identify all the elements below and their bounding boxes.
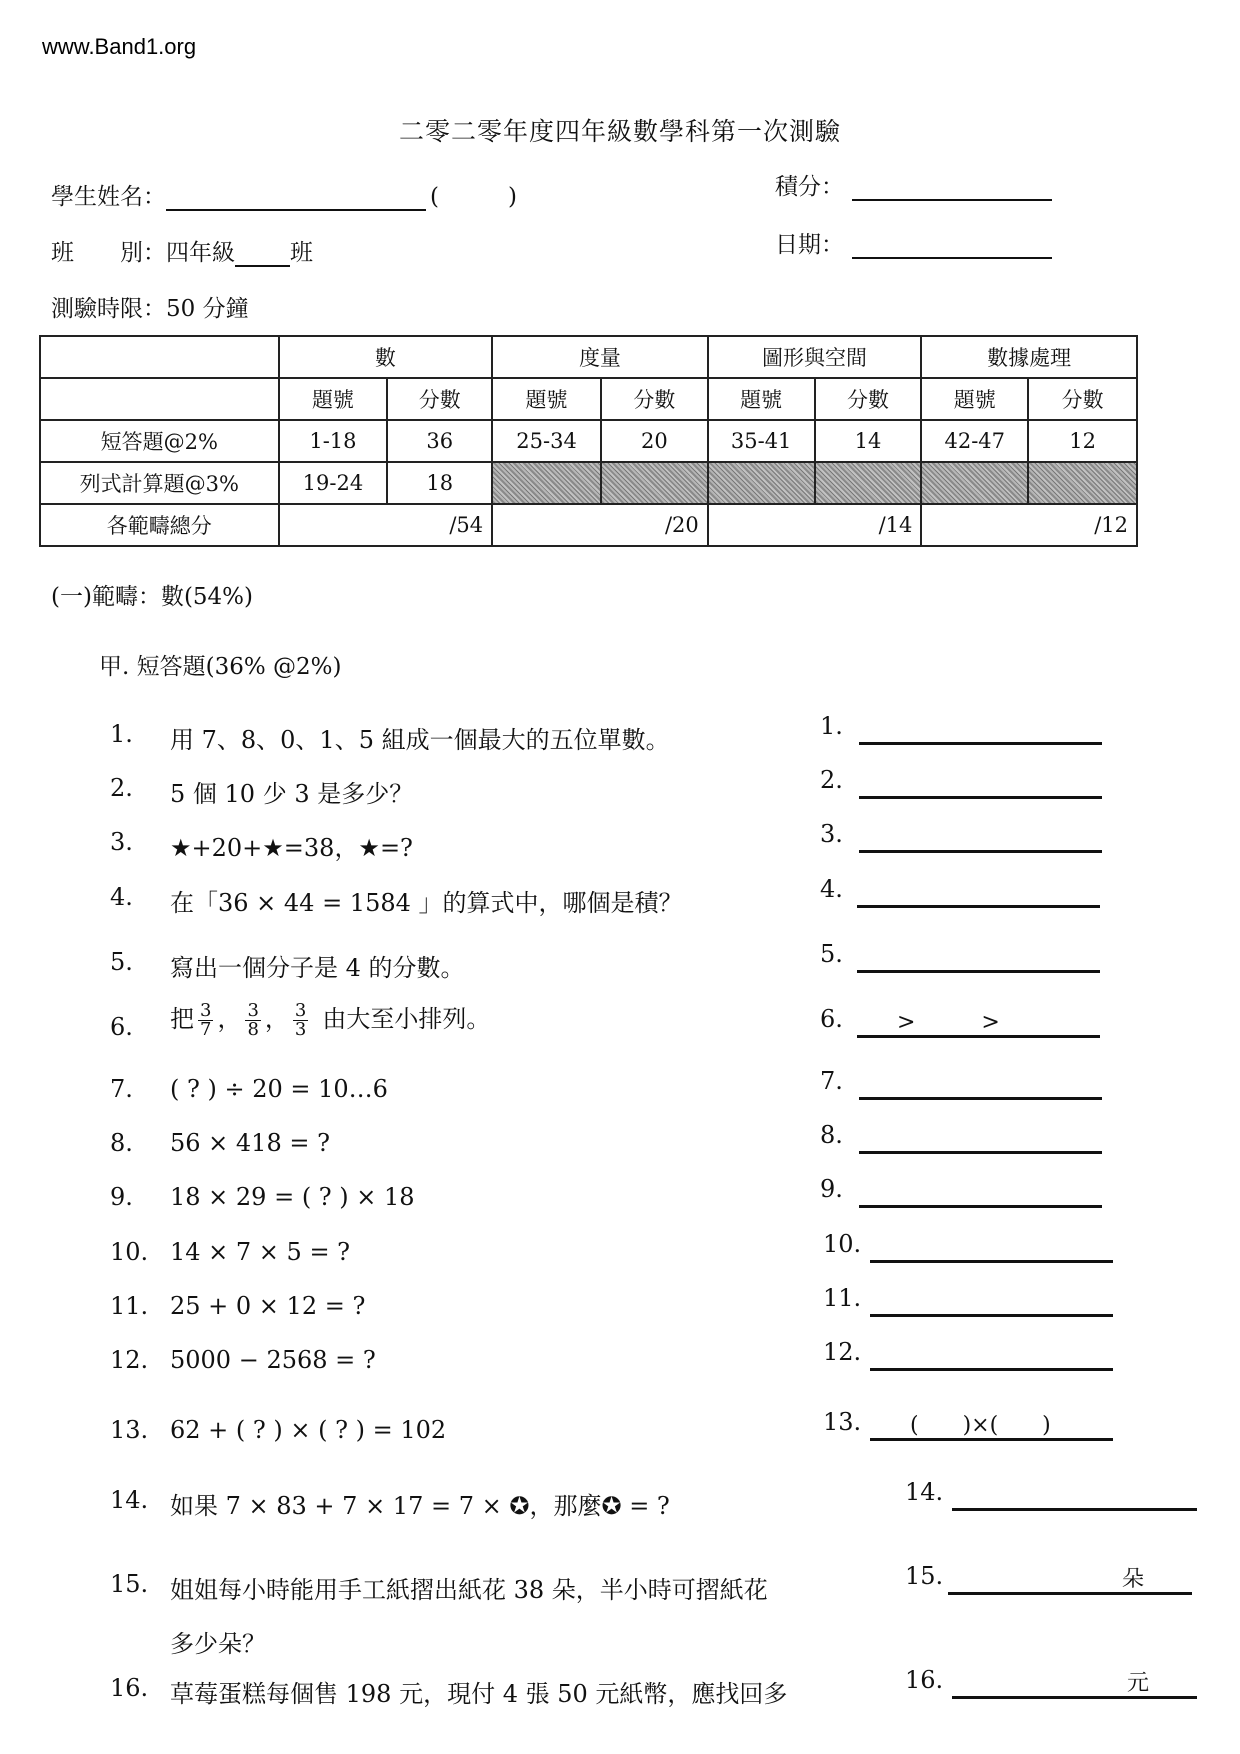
answer-template: ( )×( ) [910,1413,1051,1438]
question-number: 7. [110,1075,133,1103]
question-text: 在「36 × 44 = 1584 」的算式中，哪個是積？ [170,889,683,917]
subheader: 分數 [1028,378,1137,420]
name-blank [166,209,426,211]
table-cell: 25-34 [492,420,601,462]
question-text: 62 + ( ? ) × ( ? ) = 102 [170,1416,447,1444]
numerator: 3 [200,1000,212,1021]
answer-blank[interactable] [857,970,1100,973]
subheader: 分數 [601,378,708,420]
question-text-before: 把 [170,1005,194,1033]
answer-template: > > [897,1010,1000,1035]
question-text: 寫出一個分子是 4 的分數。 [170,954,465,982]
score-summary-table [39,335,1138,547]
fraction [245,1002,260,1039]
category-header: 度量 [492,336,708,378]
table-header-row [40,336,1137,378]
question-text: 如果 7 × 83 + 7 × 17 = 7 × ✪，那麼✪ = ? [170,1492,670,1520]
class-number-paren: ( ) [430,184,517,210]
question-number: 2. [110,774,133,802]
class-field [51,234,313,267]
category-header: 數據處理 [921,336,1137,378]
question-text-line2: 多少朵？ [170,1630,266,1658]
table-cell: 19-24 [279,462,388,504]
question-number: 16. [110,1674,149,1702]
subheader: 題號 [492,378,601,420]
question-text: 25 + 0 × 12 = ? [170,1292,366,1320]
question-number: 11. [110,1292,149,1320]
shaded-cell [601,462,708,504]
question-text: 姐姐每小時能用手工紙摺出紙花 38 朵，半小時可摺紙花 [170,1576,768,1604]
question-text: 用 7、8、0、1、5 組成一個最大的五位單數。 [170,726,670,754]
question-number: 4. [110,883,133,911]
answer-label: 15. [905,1562,944,1590]
name-label: 學生姓名： [51,184,166,210]
answer-label: 13. [823,1408,862,1436]
answer-blank[interactable] [859,1151,1102,1154]
row-label: 短答題@2% [40,420,279,462]
table-row-totals [40,504,1137,546]
answer-label: 12. [823,1338,862,1366]
answer-label: 4. [820,875,843,903]
table-cell: 12 [1028,420,1137,462]
question-text: 18 × 29 = ( ? ) × 18 [170,1183,415,1211]
class-suffix: 班 [290,240,313,266]
question-text: ( ? ) ÷ 20 = 10…6 [170,1075,388,1103]
category-header: 數 [279,336,493,378]
table-cell: 14 [815,420,922,462]
question-number: 6. [110,1013,133,1041]
empty-cell [40,378,279,420]
answer-label: 5. [820,940,843,968]
date-label: 日期： [775,232,844,258]
table-row [40,420,1137,462]
section-heading: (一)範疇：數(54%) [51,584,254,610]
answer-label: 14. [905,1478,944,1506]
denominator: 3 [294,1019,307,1040]
question-text: 5 個 10 少 3 是多少？ [170,780,414,808]
question-text: 把 $\frac{3}{7}$ ， $\frac{3}{8}$ ， $\frac{3}{3}$ 由大至小排列。 [170,1000,491,1040]
shaded-cell [708,462,815,504]
question-text: 草莓蛋糕每個售 198 元，現付 4 張 50 元紙幣，應找回多 [170,1680,788,1708]
shaded-cell [815,462,922,504]
question-text: 56 × 418 = ? [170,1129,330,1157]
class-grade: 四年級 [166,240,235,266]
score-blank [852,199,1052,201]
subheader: 題號 [921,378,1028,420]
table-cell: 36 [387,420,492,462]
total-cell: /14 [708,504,922,546]
question-number: 9. [110,1183,133,1211]
page-title: 二零二零年度四年級數學科第一次測驗 [398,117,841,146]
fraction [198,1002,213,1039]
numerator: 3 [294,1000,307,1021]
shaded-cell [921,462,1028,504]
total-cell: /12 [921,504,1137,546]
table-cell: 42-47 [921,420,1028,462]
answer-label: 16. [905,1666,944,1694]
answer-label: 11. [823,1284,862,1312]
shaded-cell [492,462,601,504]
student-name-field [51,178,517,211]
question-text: 5000 − 2568 = ? [170,1346,376,1374]
question-number: 5. [110,948,133,976]
shaded-cell [1028,462,1137,504]
answer-blank[interactable] [859,1205,1102,1208]
date-blank [852,257,1052,259]
answer-blank[interactable] [870,1368,1113,1371]
answer-label: 8. [820,1121,843,1149]
answer-blank[interactable] [859,850,1102,853]
subheader: 分數 [387,378,492,420]
answer-blank[interactable] [859,742,1102,745]
answer-blank[interactable] [948,1592,1192,1595]
table-row [40,462,1137,504]
subheader: 題號 [279,378,388,420]
subheader: 題號 [708,378,815,420]
category-header: 圖形與空間 [708,336,922,378]
answer-label: 9. [820,1175,843,1203]
question-number: 10. [110,1238,149,1266]
time-label: 測驗時限： [51,296,166,322]
total-cell: /20 [492,504,708,546]
answer-blank[interactable] [952,1696,1197,1699]
question-number: 12. [110,1346,149,1374]
answer-blank[interactable] [859,1097,1102,1100]
row-label: 列式計算題@3% [40,462,279,504]
question-number: 15. [110,1570,149,1598]
score-field [775,168,1052,201]
total-cell: /54 [279,504,493,546]
fraction [293,1002,308,1039]
question-number: 3. [110,828,133,856]
question-number: 1. [110,720,133,748]
table-subheader-row [40,378,1137,420]
class-label: 班 別： [51,240,166,266]
watermark: www.Band1.org [42,34,197,59]
answer-unit: 朵 [1122,1567,1145,1592]
question-text: ★+20+★=38，★=? [170,834,413,862]
answer-blank[interactable] [857,905,1100,908]
table-cell: 1-18 [279,420,388,462]
row-label: 各範疇總分 [40,504,279,546]
question-text: 14 × 7 × 5 = ? [170,1238,351,1266]
question-number: 13. [110,1416,149,1444]
table-cell: 20 [601,420,708,462]
answer-label: 2. [820,766,843,794]
question-number: 8. [110,1129,133,1157]
subsection-heading: 甲. 短答題(36% @2%) [99,654,342,680]
answer-label: 7. [820,1067,843,1095]
table-cell: 35-41 [708,420,815,462]
table-cell: 18 [387,462,492,504]
time-value: 50 分鐘 [166,296,249,322]
denominator: 8 [247,1019,259,1040]
empty-cell [40,336,279,378]
class-blank [235,265,290,267]
answer-blank[interactable] [952,1508,1197,1511]
answer-label: 1. [820,712,843,740]
numerator: 3 [247,1000,259,1021]
score-label: 積分： [775,174,844,200]
answer-label: 10. [823,1230,862,1258]
denominator: 7 [200,1019,212,1040]
answer-label: 3. [820,820,843,848]
question-text-after: 由大至小排列。 [322,1005,491,1033]
subheader: 分數 [815,378,922,420]
answer-unit: 元 [1127,1671,1150,1696]
answer-label: 6. [820,1005,843,1033]
question-number: 14. [110,1486,149,1514]
answer-blank[interactable] [870,1260,1113,1263]
answer-blank[interactable] [870,1314,1113,1317]
date-field [775,226,1052,259]
time-limit [51,290,249,323]
answer-blank[interactable] [859,796,1102,799]
